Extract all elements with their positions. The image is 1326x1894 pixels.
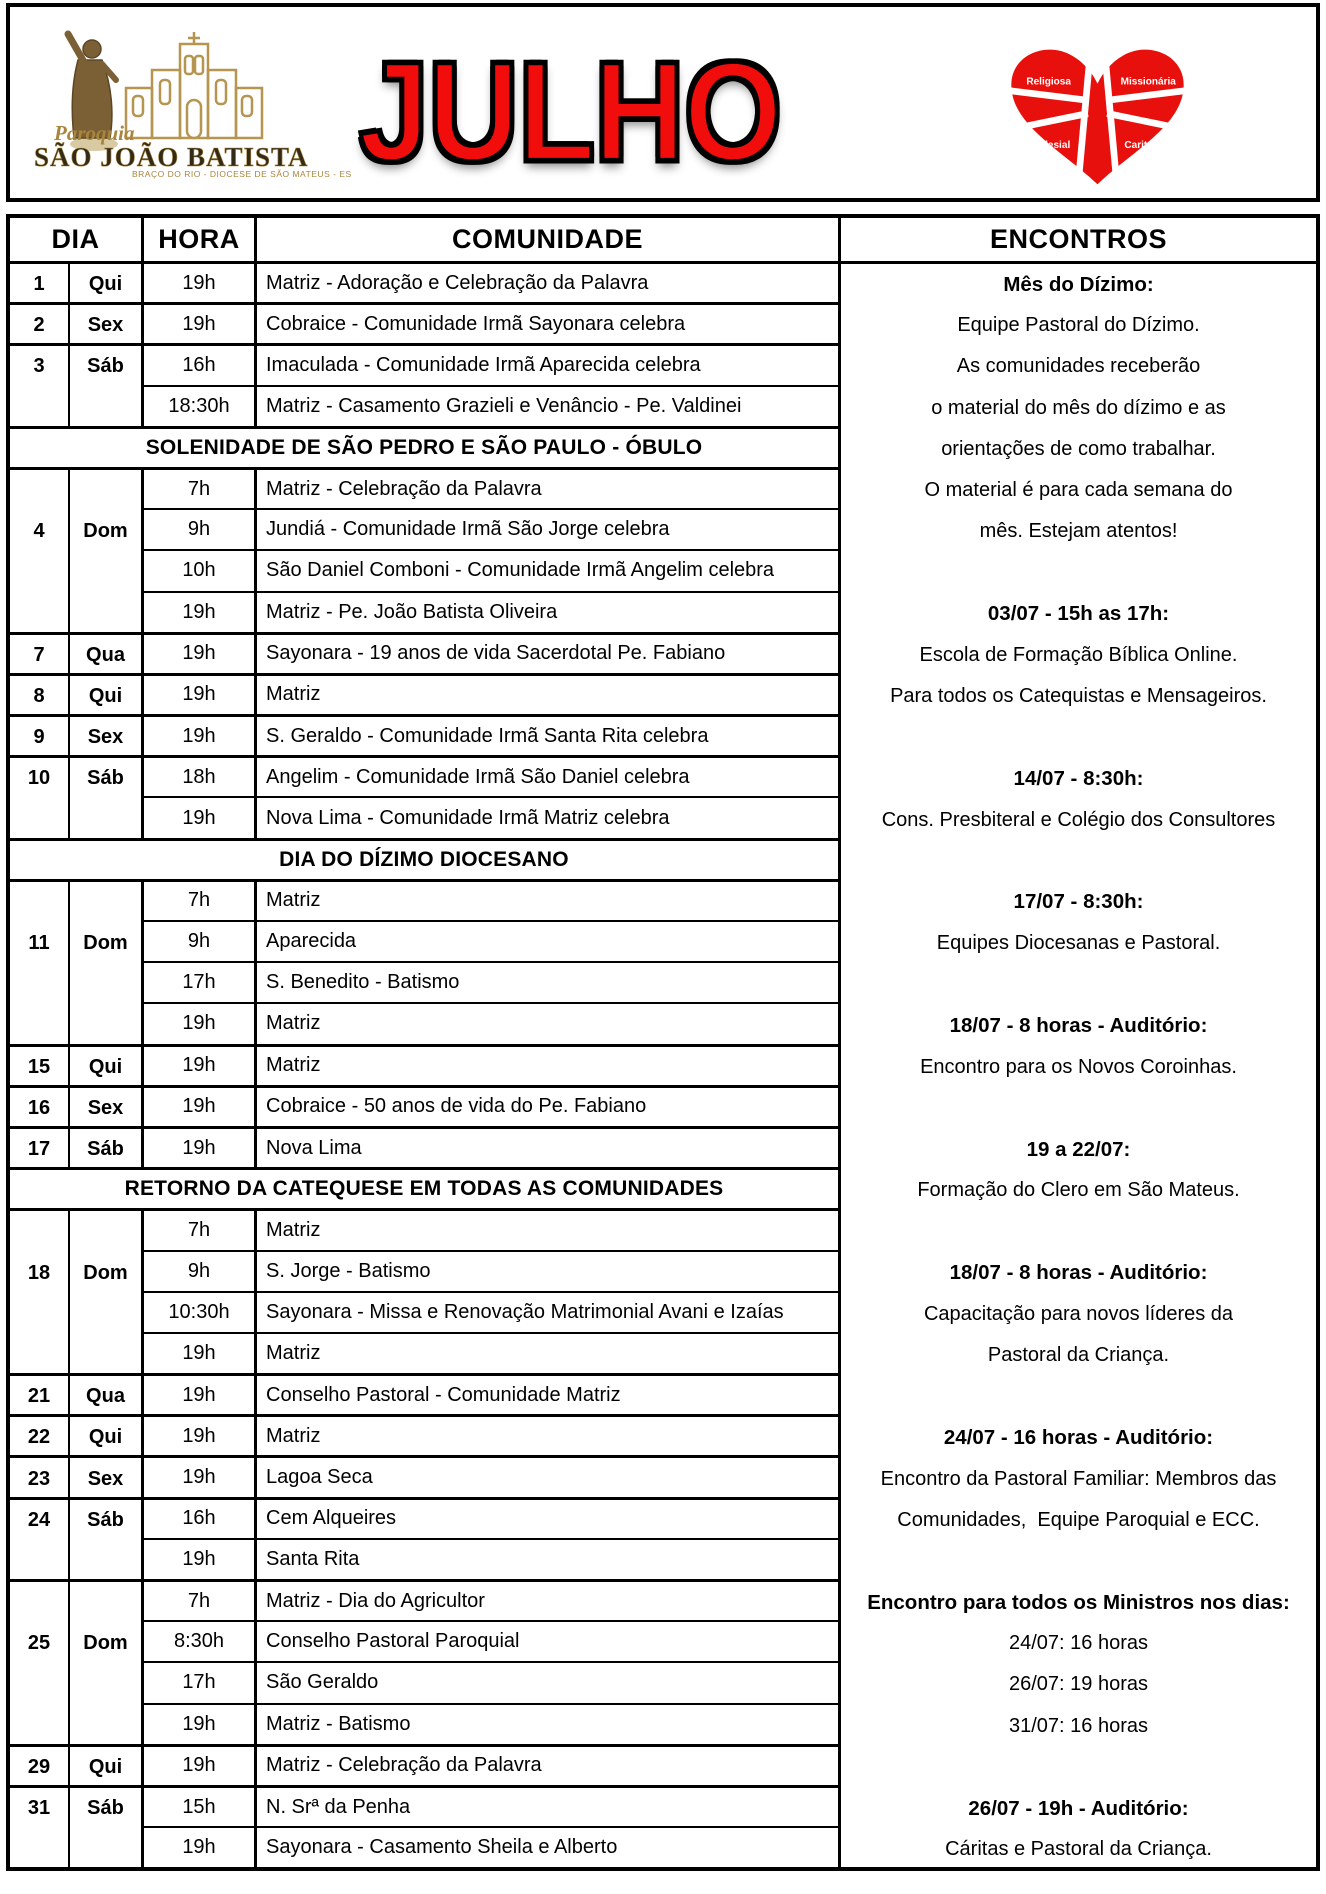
calendar-table — [6, 214, 1320, 1871]
day-name: Sáb — [87, 355, 124, 378]
day-name-cell — [70, 1744, 144, 1785]
day-name: Dom — [83, 520, 128, 543]
day-number-cell — [10, 714, 70, 755]
encontros-line: 03/07 - 15h as 17h: — [987, 602, 1170, 626]
encontros-line: orientações de como trabalhar. — [941, 437, 1216, 460]
community-cell: Angelim - Comunidade Irmã São Daniel celebra — [257, 755, 841, 796]
day-name: Dom — [83, 1632, 128, 1655]
day-name-cell — [70, 755, 144, 837]
day-number: 7 — [33, 643, 45, 666]
community-cell: Matriz - Dia do Agricultor — [257, 1579, 841, 1620]
day-number: 17 — [27, 1138, 51, 1161]
day-number: 29 — [27, 1755, 51, 1778]
day-number-cell — [10, 467, 70, 632]
encontros-line — [841, 964, 1316, 1005]
day-name: Dom — [83, 932, 128, 955]
day-number: 10 — [27, 767, 51, 790]
time-cell: 7h — [144, 467, 257, 508]
day-number-cell — [10, 1208, 70, 1373]
day-number-cell — [10, 1085, 70, 1126]
logo-diocese-text: BRAÇO DO RIO - DIOCESE DE SÃO MATEUS - ES — [132, 169, 352, 179]
time-cell: 19h — [144, 1126, 257, 1167]
encontros-line: 26/07: 19 horas — [1009, 1673, 1148, 1696]
day-name-cell — [70, 632, 144, 673]
time-cell: 19h — [144, 1044, 257, 1085]
day-name: Qui — [88, 684, 123, 707]
encontros-line — [841, 1211, 1316, 1252]
community-cell: São Geraldo — [257, 1661, 841, 1702]
col-header-encontros: ENCONTROS — [989, 224, 1167, 254]
day-number-cell — [10, 1126, 70, 1167]
encontros-line: o material do mês do dízimo e as — [931, 396, 1226, 419]
day-name: Qui — [88, 1755, 123, 1778]
day-number: 16 — [27, 1096, 51, 1119]
day-number: 4 — [33, 520, 45, 543]
community-cell: Aparecida — [257, 920, 841, 961]
encontros-line: mês. Estejam atentos! — [979, 520, 1178, 543]
heart-label-caritativa: Caritativa — [1124, 139, 1171, 151]
time-cell: 9h — [144, 1250, 257, 1291]
day-name-cell — [70, 1414, 144, 1455]
time-cell: 19h — [144, 1744, 257, 1785]
day-name-cell — [70, 1085, 144, 1126]
day-number: 21 — [27, 1385, 51, 1408]
day-name: Qui — [88, 273, 123, 296]
time-cell: 9h — [144, 508, 257, 549]
time-cell: 17h — [144, 1661, 257, 1702]
month-title-wrap — [330, 32, 810, 191]
day-number-cell — [10, 1455, 70, 1496]
time-cell: 8:30h — [144, 1620, 257, 1661]
encontros-line: 17/07 - 8:30h: — [1013, 890, 1144, 914]
community-cell: Cem Alqueires — [257, 1497, 841, 1538]
time-cell: 16h — [144, 343, 257, 384]
community-cell: Matriz - Casamento Grazieli e Venâncio - Pe. Valdinei — [257, 385, 841, 426]
banner-row: RETORNO DA CATEQUESE EM TODAS AS COMUNIDADES — [10, 1167, 841, 1208]
day-name-cell — [70, 467, 144, 632]
community-cell: Matriz — [257, 1332, 841, 1373]
pastoral-heart-icon — [995, 33, 1200, 191]
encontros-line: 14/07 - 8:30h: — [1013, 766, 1144, 790]
time-cell: 19h — [144, 1085, 257, 1126]
day-number-cell — [10, 1744, 70, 1785]
day-name-cell — [70, 1208, 144, 1373]
time-cell: 19h — [144, 796, 257, 837]
encontros-line: Mês do Dízimo: — [1003, 272, 1154, 296]
community-cell: N. Srª da Penha — [257, 1785, 841, 1826]
header — [6, 3, 1320, 202]
day-number: 9 — [33, 726, 45, 749]
col-header-hora: HORA — [144, 218, 257, 261]
community-cell: Matriz — [257, 1414, 841, 1455]
day-name: Qui — [88, 1426, 123, 1449]
community-cell: Conselho Pastoral - Comunidade Matriz — [257, 1373, 841, 1414]
logo-parish-name-text: SÃO JOÃO BATISTA — [34, 142, 309, 172]
day-name-cell — [70, 879, 144, 1044]
time-cell: 10h — [144, 549, 257, 590]
community-cell: Matriz — [257, 1208, 841, 1249]
community-cell: Conselho Pastoral Paroquial — [257, 1620, 841, 1661]
encontros-line: 24/07 - 16 horas - Auditório: — [943, 1425, 1214, 1449]
banner-row: DIA DO DÍZIMO DIOCESANO — [10, 838, 841, 879]
encontros-line — [841, 1747, 1316, 1788]
heart-label-eclesial: Eclesial — [1032, 139, 1071, 151]
day-name-cell — [70, 1044, 144, 1085]
heart-label-missionaria: Missionária — [1120, 76, 1176, 88]
encontros-line — [841, 1376, 1316, 1417]
encontros-line: Para todos os Catequistas e Mensageiros. — [890, 684, 1267, 707]
encontros-line: Encontro para todos os Ministros nos dias: — [867, 1590, 1290, 1614]
parish-logo — [28, 23, 364, 183]
day-name: Qua — [86, 643, 125, 666]
time-cell: 16h — [144, 1497, 257, 1538]
day-name-cell — [70, 1373, 144, 1414]
community-cell: Sayonara - Missa e Renovação Matrimonial Avani e Izaías — [257, 1291, 841, 1332]
encontros-line: 31/07: 16 horas — [1009, 1714, 1148, 1737]
day-name: Qui — [88, 1055, 123, 1078]
encontros-line: Pastoral da Criança. — [987, 1343, 1170, 1366]
day-number: 11 — [28, 932, 50, 955]
community-cell: Cobraice - Comunidade Irmã Sayonara celebra — [257, 302, 841, 343]
heart-label-religiosa: Religiosa — [1026, 76, 1071, 88]
community-cell: Matriz - Pe. João Batista Oliveira — [257, 591, 841, 632]
day-number: 15 — [27, 1055, 51, 1078]
day-name-cell — [70, 343, 144, 425]
day-name-cell — [70, 1785, 144, 1867]
community-cell: Nova Lima - Comunidade Irmã Matriz celebra — [257, 796, 841, 837]
community-cell: S. Jorge - Batismo — [257, 1250, 841, 1291]
encontros-line: Capacitação para novos líderes da — [923, 1302, 1234, 1325]
time-cell: 19h — [144, 1414, 257, 1455]
day-number: 23 — [27, 1467, 51, 1490]
time-cell: 19h — [144, 261, 257, 302]
day-number: 2 — [33, 314, 45, 337]
encontros-line: Escola de Formação Bíblica Online. — [919, 643, 1238, 666]
encontros-line: Encontro da Pastoral Familiar: Membros das — [880, 1467, 1277, 1490]
encontros-line: Cáritas e Pastoral da Criança. — [945, 1838, 1212, 1861]
encontros-line: Cons. Presbiteral e Colégio dos Consultores — [881, 808, 1276, 831]
community-cell: S. Geraldo - Comunidade Irmã Santa Rita celebra — [257, 714, 841, 755]
day-number: 22 — [27, 1426, 51, 1449]
encontros-line: Encontro para os Novos Coroinhas. — [920, 1055, 1237, 1078]
encontros-line: 19 a 22/07: — [1026, 1137, 1131, 1161]
time-cell: 17h — [144, 961, 257, 1002]
time-cell: 7h — [144, 1579, 257, 1620]
community-cell: Nova Lima — [257, 1126, 841, 1167]
encontros-line: Formação do Clero em São Mateus. — [917, 1179, 1240, 1202]
community-cell: Jundiá - Comunidade Irmã São Jorge celebra — [257, 508, 841, 549]
encontros-cell — [841, 261, 1316, 1867]
church-icon — [126, 32, 262, 138]
day-number-cell — [10, 1414, 70, 1455]
day-number-cell — [10, 879, 70, 1044]
time-cell: 15h — [144, 1785, 257, 1826]
day-number-cell — [10, 1373, 70, 1414]
day-number: 1 — [33, 273, 45, 296]
time-cell: 19h — [144, 1332, 257, 1373]
community-cell: Matriz - Celebração da Palavra — [257, 1744, 841, 1785]
day-number-cell — [10, 1497, 70, 1579]
time-cell: 10:30h — [144, 1291, 257, 1332]
time-cell: 9h — [144, 920, 257, 961]
day-name-cell — [70, 714, 144, 755]
day-name: Sáb — [87, 1508, 124, 1531]
encontros-line: As comunidades receberão — [956, 355, 1201, 378]
day-name-cell — [70, 673, 144, 714]
day-name: Sex — [87, 314, 124, 337]
day-number-cell — [10, 261, 70, 302]
day-name: Sáb — [87, 767, 124, 790]
time-cell: 19h — [144, 714, 257, 755]
encontros-line: 18/07 - 8 horas - Auditório: — [949, 1261, 1208, 1285]
day-number-cell — [10, 1579, 70, 1744]
encontros-line — [841, 841, 1316, 882]
day-name-cell — [70, 1579, 144, 1744]
encontros-line: Comunidades, Equipe Paroquial e ECC. — [897, 1508, 1260, 1531]
encontros-line — [841, 717, 1316, 758]
day-number: 24 — [27, 1508, 51, 1531]
time-cell: 19h — [144, 1002, 257, 1043]
community-cell: Imaculada - Comunidade Irmã Aparecida celebra — [257, 343, 841, 384]
day-name: Sáb — [87, 1797, 124, 1820]
encontros-line — [841, 1088, 1316, 1129]
day-number: 3 — [33, 355, 45, 378]
banner-row: SOLENIDADE DE SÃO PEDRO E SÃO PAULO - ÓBULO — [10, 426, 841, 467]
community-cell: São Daniel Comboni - Comunidade Irmã Angelim celebra — [257, 549, 841, 590]
day-name: Qua — [86, 1385, 125, 1408]
community-cell: Santa Rita — [257, 1538, 841, 1579]
day-number-cell — [10, 1044, 70, 1085]
community-cell: Matriz — [257, 1002, 841, 1043]
day-number: 18 — [27, 1261, 51, 1284]
community-cell: Sayonara - 19 anos de vida Sacerdotal Pe. Fabiano — [257, 632, 841, 673]
time-cell: 19h — [144, 1826, 257, 1867]
day-number-cell — [10, 343, 70, 425]
day-number-cell — [10, 673, 70, 714]
encontros-line: Equipe Pastoral do Dízimo. — [957, 314, 1200, 337]
day-name-cell — [70, 1497, 144, 1579]
community-cell: Cobraice - 50 anos de vida do Pe. Fabiano — [257, 1085, 841, 1126]
community-cell: Matriz — [257, 1044, 841, 1085]
day-number-cell — [10, 302, 70, 343]
day-name-cell — [70, 261, 144, 302]
encontros-line — [841, 1541, 1316, 1582]
encontros-line: 26/07 - 19h - Auditório: — [968, 1796, 1189, 1820]
community-cell: Lagoa Seca — [257, 1455, 841, 1496]
day-number: 31 — [27, 1797, 51, 1820]
day-name-cell — [70, 302, 144, 343]
day-number-cell — [10, 1785, 70, 1867]
time-cell: 19h — [144, 302, 257, 343]
day-number-cell — [10, 755, 70, 837]
time-cell: 19h — [144, 1373, 257, 1414]
col-header-dia: DIA — [10, 218, 144, 261]
day-name-cell — [70, 1455, 144, 1496]
time-cell: 18:30h — [144, 385, 257, 426]
time-cell: 19h — [144, 673, 257, 714]
time-cell: 19h — [144, 591, 257, 632]
time-cell: 18h — [144, 755, 257, 796]
time-cell: 7h — [144, 1208, 257, 1249]
community-cell: Matriz — [257, 879, 841, 920]
time-cell: 19h — [144, 1703, 257, 1744]
day-name: Sex — [87, 1467, 124, 1490]
community-cell: Matriz - Celebração da Palavra — [257, 467, 841, 508]
encontros-line: O material é para cada semana do — [924, 479, 1233, 502]
pastoral-heart — [995, 33, 1200, 191]
time-cell: 19h — [144, 1538, 257, 1579]
col-header-comunidade: COMUNIDADE — [257, 218, 841, 261]
time-cell: 19h — [144, 632, 257, 673]
day-number: 25 — [27, 1632, 51, 1655]
time-cell: 19h — [144, 1455, 257, 1496]
encontros-line: Equipes Diocesanas e Pastoral. — [936, 932, 1221, 955]
time-cell: 7h — [144, 879, 257, 920]
month-title: JULHO — [358, 32, 782, 191]
encontros-line — [841, 552, 1316, 593]
community-cell: Sayonara - Casamento Sheila e Alberto — [257, 1826, 841, 1867]
day-number-cell — [10, 632, 70, 673]
day-name: Sáb — [87, 1138, 124, 1161]
community-cell: S. Benedito - Batismo — [257, 961, 841, 1002]
parish-logo-art — [28, 23, 364, 183]
logo-paroquia-text: Paroquia — [54, 121, 135, 145]
community-cell: Matriz - Adoração e Celebração da Palavra — [257, 261, 841, 302]
day-name: Sex — [87, 1096, 124, 1119]
encontros-line: 24/07: 16 horas — [1009, 1632, 1148, 1655]
community-cell: Matriz — [257, 673, 841, 714]
community-cell: Matriz - Batismo — [257, 1703, 841, 1744]
day-name-cell — [70, 1126, 144, 1167]
day-name: Dom — [83, 1261, 128, 1284]
encontros-line: 18/07 - 8 horas - Auditório: — [949, 1013, 1208, 1037]
day-number: 8 — [33, 684, 45, 707]
day-name: Sex — [87, 726, 124, 749]
